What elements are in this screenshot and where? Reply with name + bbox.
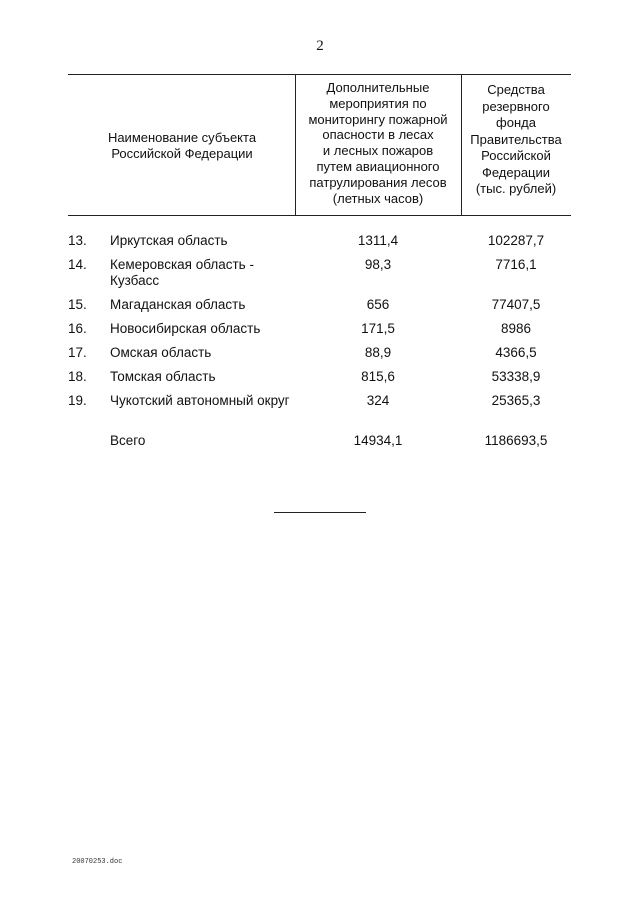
table-row	[0, 297, 640, 321]
header-column-divider	[461, 74, 462, 215]
total-flight-hours: 14934,1	[353, 433, 403, 448]
total-funds: 1186693,5	[484, 433, 548, 448]
subject-name: Иркутская область	[110, 233, 228, 248]
flight-hours-value: 1311,4	[357, 233, 399, 248]
row-number: 14.	[68, 257, 87, 272]
subject-name: Чукотский автономный округ	[110, 393, 290, 408]
row-number: 15.	[68, 297, 87, 312]
table-row	[0, 257, 640, 297]
table-top-rule	[68, 74, 571, 75]
flight-hours-value: 88,9	[364, 345, 392, 360]
flight-hours-value: 98,3	[364, 257, 392, 272]
table-row	[0, 321, 640, 345]
column-header-measures: Дополнительные мероприятия по мониторингу пожарной опасности в лесах и лесных пожаров путем авиационного патрулирования лесов (летных часов)	[308, 80, 448, 206]
column-header-subject: Наименование субъекта Российской Федерации	[107, 130, 257, 161]
table-header-rule	[68, 215, 571, 216]
flight-hours-value: 815,6	[361, 369, 395, 384]
funds-value: 53338,9	[491, 369, 541, 384]
funds-value: 4366,5	[495, 345, 537, 360]
funds-value: 8986	[500, 321, 532, 336]
table-total-row	[0, 433, 640, 457]
header-column-divider	[295, 74, 296, 215]
subject-name: Магаданская область	[110, 297, 246, 312]
total-label: Всего	[110, 433, 146, 448]
row-number: 19.	[68, 393, 87, 408]
funds-value: 7716,1	[495, 257, 537, 272]
funds-value: 102287,7	[487, 233, 545, 248]
row-number: 18.	[68, 369, 87, 384]
end-of-document-rule	[274, 512, 366, 513]
funds-value: 25365,3	[491, 393, 541, 408]
table-row	[0, 369, 640, 393]
flight-hours-value: 656	[366, 297, 390, 312]
table-row	[0, 233, 640, 257]
subject-name: Новосибирская область	[110, 321, 261, 336]
table-row	[0, 345, 640, 369]
subject-name: Кемеровская область - Кузбасс	[110, 257, 254, 288]
page-number: 2	[316, 38, 324, 54]
subject-name: Омская область	[110, 345, 212, 360]
document-file-code: 20070253.doc	[72, 858, 123, 866]
flight-hours-value: 324	[366, 393, 390, 408]
row-number: 16.	[68, 321, 87, 336]
row-number: 17.	[68, 345, 87, 360]
column-header-funds: Средства резервного фонда Правительства Российской Федерации (тыс. рублей)	[470, 82, 562, 196]
table-body	[0, 233, 640, 457]
row-number: 13.	[68, 233, 87, 248]
funds-value: 77407,5	[491, 297, 541, 312]
table-row	[0, 393, 640, 433]
flight-hours-value: 171,5	[361, 321, 395, 336]
subject-name: Томская область	[110, 369, 216, 384]
